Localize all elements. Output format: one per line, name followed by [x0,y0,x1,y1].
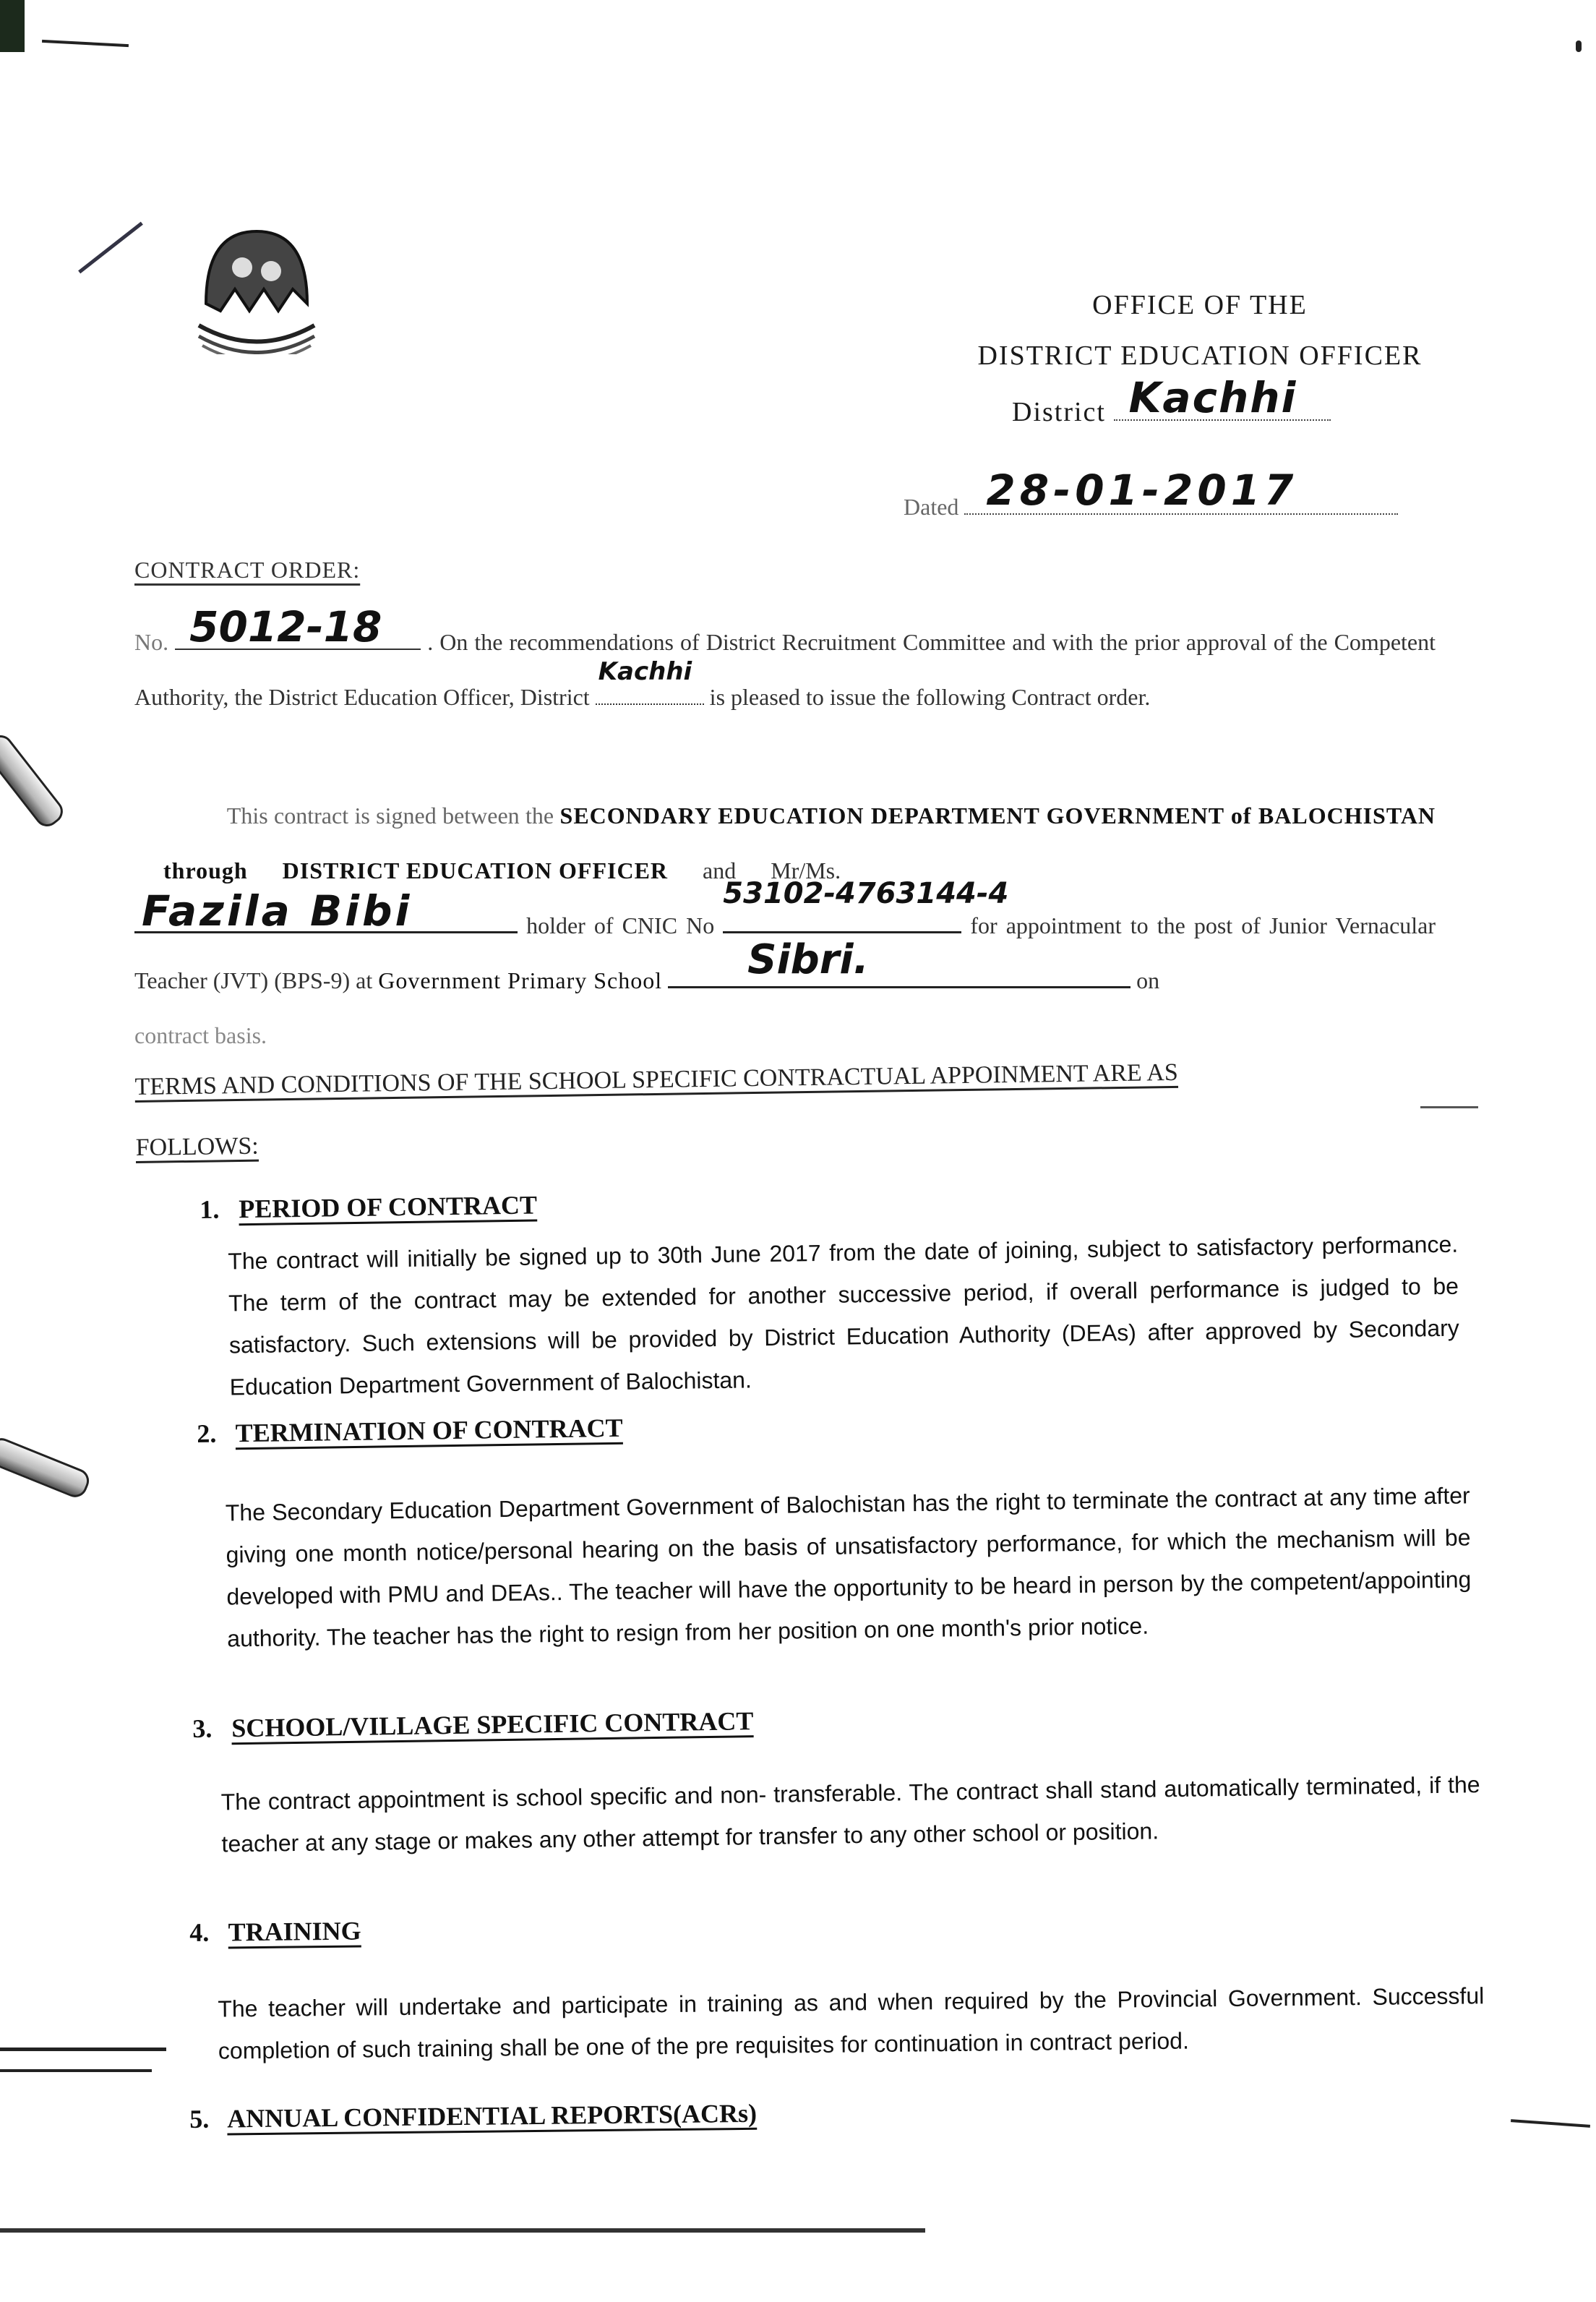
term-item-3 [192,1695,1481,1865]
basis-text: contract basis. [134,1022,267,1048]
post-text: for appointment to the post of Junior Vernacular Teacher (JVT) (BPS-9) at [134,912,1436,993]
school-value: Sibri. [747,936,869,983]
terms-heading [134,1039,1423,1178]
stray-mark [42,40,129,47]
agreement-through: through [163,857,248,883]
stray-mark [1511,2119,1590,2128]
term-title: ANNUAL CONFIDENTIAL REPORTS(ACRs) [227,2098,758,2134]
term-title: TERMINATION OF CONTRACT [235,1413,623,1448]
school-label: Government Primary School [378,967,663,993]
agreement-paragraph [134,788,1436,1063]
order-intro-part1: . On the recommendations of District Recruitment Committee and with the prior approval of the Competent Authority, the District Education Officer, District [134,629,1436,710]
stray-mark [1576,40,1582,52]
on-label: on [1136,967,1160,993]
terms-heading-line1: TERMS AND CONDITIONS OF THE SCHOOL SPECIFIC CONTRACTUAL APPOINMENT ARE AS [134,1058,1178,1100]
agreement-text1: This contract is signed between the [226,803,554,829]
cnic-value: 53102-4763144-4 [723,877,1009,910]
stray-mark [0,2228,925,2233]
scan-edge-artifact [0,0,25,52]
agreement-party1: SECONDARY EDUCATION DEPARTMENT GOVERNMENT of BALOCHISTAN [559,803,1436,829]
agreement-and: and [703,857,737,883]
stray-mark [0,2048,166,2051]
term-title: TRAINING [228,1916,361,1947]
agreement-salutation: Mr/Ms. [771,857,841,883]
term-body: The teacher will undertake and participate in training as and when required by the Provincial Government. Successful completion of such training shall be one of the pre requisites for continuation in contract period. [218,1982,1485,2064]
terms-heading-line2: FOLLOWS: [135,1132,259,1161]
term-heading-5 [189,2090,1483,2134]
term-heading-3 [192,1695,1479,1744]
agreement-party2: DISTRICT EDUCATION OFFICER [282,857,669,883]
order-no-value: 5012-18 [189,602,382,651]
letterhead [925,289,1475,447]
cnic-label: holder of CNIC No [526,912,715,938]
dated-value: 28-01-2017 [986,466,1298,515]
district-value: Kachhi [1128,373,1297,422]
office-line2: DISTRICT EDUCATION OFFICER [977,341,1423,371]
order-intro-part2: is pleased to issue the following Contract order. [709,684,1151,710]
binder-ring [0,1434,93,1501]
district-label: District [1012,397,1106,427]
term-title: PERIOD OF CONTRACT [239,1190,538,1224]
term-number: 4. [189,1917,210,1947]
term-number: 5. [189,2104,210,2134]
dated-label: Dated [904,494,959,520]
office-line1: OFFICE OF THE [1092,290,1308,320]
term-item-4 [189,1904,1485,2072]
stray-mark [1420,1106,1478,1108]
stray-mark [78,222,143,274]
dated-line [904,466,1398,521]
term-item-5 [189,2090,1483,2134]
order-intro-district: Kachhi [598,657,692,686]
district-line [925,373,1475,428]
term-item-1 [200,1177,1460,1408]
term-heading-1 [200,1177,1457,1225]
term-body: The contract appointment is school specific and non- transferable. The contract shall stand automatically terminated, if the teacher at any stage or makes any other attempt for transfer to any other school or position. [220,1771,1480,1857]
term-body: The contract will initially be signed up to 30th June 2017 from the date of joining, subject to satisfactory performance. The term of the contract may be extended for another successive period, if overall performance is judged to be satisfactory. Such extensions will be provided by District Education Authority (DEAs) after approved by Secondary Education Department Government of Balochistan. [228,1231,1459,1400]
contract-order-paragraph [134,602,1436,724]
term-item-2 [197,1400,1472,1660]
term-number: 3. [192,1713,213,1743]
term-body: The Secondary Education Department Government of Balochistan has the right to terminate the contract at any time after giving one month notice/personal hearing on the basis of unsatisfactory performance, for which the mechanism will be developed with PMU and DEAs.. The teacher will have the opportunity to be heard in person by the competent/appointing authority. The teacher has the right to resign from her position on one month's prior notice. [225,1482,1472,1652]
term-heading-2 [197,1400,1469,1449]
government-emblem-icon [192,217,322,354]
term-number: 1. [200,1194,220,1224]
term-title: SCHOOL/VILLAGE SPECIFIC CONTRACT [231,1706,754,1743]
contract-order-heading: CONTRACT ORDER: [134,557,361,583]
term-number: 2. [197,1419,217,1448]
stray-mark [0,2069,152,2072]
teacher-name-value: Fazila Bibi [142,886,413,936]
binder-ring [0,730,68,831]
order-no-label: No. [134,629,169,655]
term-heading-4 [189,1904,1483,1948]
